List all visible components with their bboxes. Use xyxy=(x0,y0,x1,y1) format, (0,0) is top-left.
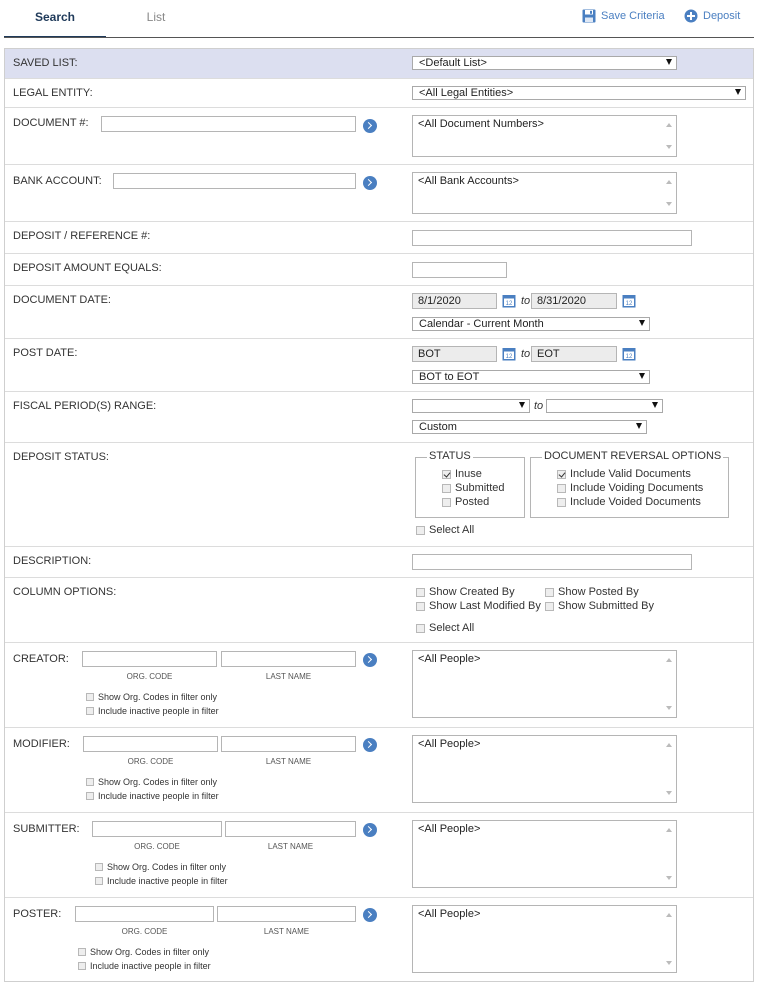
status-submitted-checkbox[interactable] xyxy=(442,482,505,494)
chevron-down-icon xyxy=(652,402,658,408)
chevron-down-icon xyxy=(636,423,642,429)
modifier-org-code-caption: ORG. CODE xyxy=(127,757,174,766)
scroll-down-icon[interactable] xyxy=(666,202,672,206)
poster-org-code-caption: ORG. CODE xyxy=(121,927,168,936)
row-bank-account xyxy=(5,165,753,222)
chevron-down-icon xyxy=(666,59,672,65)
saved-list-label: SAVED LIST: xyxy=(13,57,78,69)
modifier-go-icon[interactable] xyxy=(363,738,377,752)
checkbox-checked-icon[interactable] xyxy=(442,470,451,479)
show-posted-by-checkbox[interactable] xyxy=(545,586,639,598)
poster-last-name-input[interactable] xyxy=(217,906,356,922)
poster-people-list-item[interactable]: <All People> xyxy=(418,908,481,920)
poster-go-icon[interactable] xyxy=(363,908,377,922)
creator-show-org-checkbox[interactable] xyxy=(86,692,217,702)
chevron-down-icon xyxy=(639,373,645,379)
poster-label: POSTER: xyxy=(13,908,62,920)
tab-search[interactable]: Search xyxy=(4,0,106,38)
deposit-reference-input[interactable] xyxy=(412,230,692,246)
row-legal-entity xyxy=(5,79,753,108)
scroll-up-icon[interactable] xyxy=(666,180,672,184)
document-date-from-input[interactable]: 8/1/2020 xyxy=(412,293,497,309)
poster-org-code-input[interactable] xyxy=(75,906,214,922)
creator-go-icon[interactable] xyxy=(363,653,377,667)
scroll-down-icon[interactable] xyxy=(666,145,672,149)
show-submitted-by-checkbox[interactable] xyxy=(545,600,654,612)
show-created-by-label: Show Created By xyxy=(429,586,515,598)
tab-list[interactable]: List xyxy=(146,10,166,24)
row-creator xyxy=(5,643,753,728)
checkbox-icon[interactable] xyxy=(86,707,94,715)
description-input[interactable] xyxy=(412,554,692,570)
status-posted-label: Posted xyxy=(455,496,490,508)
creator-include-inactive-label: Include inactive people in filter xyxy=(98,706,219,716)
scroll-down-icon[interactable] xyxy=(666,876,672,880)
submitter-org-code-input[interactable] xyxy=(92,821,222,837)
status-inuse-checkbox[interactable] xyxy=(442,468,482,480)
checkbox-icon[interactable] xyxy=(442,498,451,507)
include-valid-checkbox[interactable] xyxy=(557,468,691,480)
deposit-label: Deposit xyxy=(703,10,741,22)
scroll-up-icon[interactable] xyxy=(666,828,672,832)
save-icon xyxy=(582,9,596,23)
row-submitter xyxy=(5,813,753,898)
post-date-to-input[interactable]: EOT xyxy=(531,346,617,362)
post-date-to-label: to xyxy=(521,348,531,360)
submitter-show-org-checkbox[interactable] xyxy=(95,862,226,872)
checkbox-icon[interactable] xyxy=(557,498,566,507)
checkbox-icon[interactable] xyxy=(86,778,94,786)
deposit-amount-label: DEPOSIT AMOUNT EQUALS: xyxy=(13,262,162,274)
scroll-up-icon[interactable] xyxy=(666,743,672,747)
submitter-last-name-caption: LAST NAME xyxy=(267,842,314,851)
bank-account-input[interactable] xyxy=(113,173,356,189)
bank-account-list-item[interactable]: <All Bank Accounts> xyxy=(418,175,519,187)
poster-people-list[interactable] xyxy=(412,905,677,973)
document-number-list-item[interactable]: <All Document Numbers> xyxy=(418,118,544,130)
submitter-label: SUBMITTER: xyxy=(13,823,80,835)
creator-include-inactive-checkbox[interactable] xyxy=(86,706,219,716)
legal-entity-label: LEGAL ENTITY: xyxy=(13,87,93,99)
columns-select-all-checkbox[interactable] xyxy=(416,622,474,634)
document-date-to-input[interactable]: 8/31/2020 xyxy=(531,293,617,309)
svg-text:12: 12 xyxy=(505,301,513,307)
checkbox-icon[interactable] xyxy=(86,693,94,701)
columns-select-all-label: Select All xyxy=(429,622,475,634)
scroll-up-icon[interactable] xyxy=(666,123,672,127)
saved-list-value: <Default List> xyxy=(419,57,487,69)
submitter-include-inactive-checkbox[interactable] xyxy=(95,876,228,886)
row-poster xyxy=(5,898,753,982)
scroll-down-icon[interactable] xyxy=(666,706,672,710)
scroll-down-icon[interactable] xyxy=(666,961,672,965)
creator-people-list-item[interactable]: <All People> xyxy=(418,653,481,665)
svg-text:12: 12 xyxy=(625,301,633,307)
checkbox-icon[interactable] xyxy=(416,624,425,633)
header-divider xyxy=(4,37,754,38)
status-submitted-label: Submitted xyxy=(455,482,505,494)
include-voided-checkbox[interactable] xyxy=(557,496,701,508)
poster-include-inactive-checkbox[interactable] xyxy=(78,961,211,971)
deposit-button[interactable] xyxy=(684,9,740,23)
show-created-by-checkbox[interactable] xyxy=(416,586,515,598)
show-posted-by-label: Show Posted By xyxy=(558,586,639,598)
poster-include-inactive-label: Include inactive people in filter xyxy=(90,961,211,971)
scrollbar[interactable] xyxy=(662,821,676,887)
modifier-last-name-caption: LAST NAME xyxy=(265,757,312,766)
bank-account-go-icon[interactable] xyxy=(363,176,377,190)
fiscal-period-label: FISCAL PERIOD(S) RANGE: xyxy=(13,400,157,412)
chevron-down-icon xyxy=(639,320,645,326)
document-date-label: DOCUMENT DATE: xyxy=(13,294,111,306)
checkbox-icon[interactable] xyxy=(95,877,103,885)
scroll-down-icon[interactable] xyxy=(666,791,672,795)
scrollbar[interactable] xyxy=(662,173,676,213)
show-last-modified-by-checkbox[interactable] xyxy=(416,600,541,612)
scrollbar[interactable] xyxy=(662,116,676,156)
row-deposit-status xyxy=(5,443,753,547)
bank-account-label: BANK ACCOUNT: xyxy=(13,175,102,187)
creator-org-code-caption: ORG. CODE xyxy=(126,672,173,681)
row-description xyxy=(5,547,753,578)
save-criteria-button[interactable] xyxy=(582,9,665,23)
scroll-up-icon[interactable] xyxy=(666,658,672,662)
modifier-show-org-checkbox[interactable] xyxy=(86,777,217,787)
legal-entity-select[interactable] xyxy=(412,86,746,100)
modifier-last-name-input[interactable] xyxy=(221,736,356,752)
modifier-show-org-label: Show Org. Codes in filter only xyxy=(98,777,218,787)
modifier-include-inactive-label: Include inactive people in filter xyxy=(98,791,219,801)
post-date-range-select[interactable] xyxy=(412,370,650,384)
include-valid-label: Include Valid Documents xyxy=(570,468,691,480)
row-modifier xyxy=(5,728,753,813)
row-deposit-reference xyxy=(5,222,753,254)
fiscal-to-select[interactable] xyxy=(546,399,663,413)
poster-show-org-label: Show Org. Codes in filter only xyxy=(90,947,210,957)
column-options-label: COLUMN OPTIONS: xyxy=(13,586,117,598)
svg-text:12: 12 xyxy=(625,354,633,360)
creator-last-name-input[interactable] xyxy=(221,651,356,667)
modifier-include-inactive-checkbox[interactable] xyxy=(86,791,219,801)
creator-people-list[interactable] xyxy=(412,650,677,718)
document-date-to-label: to xyxy=(521,295,531,307)
deposit-amount-input[interactable] xyxy=(412,262,507,278)
modifier-people-list[interactable] xyxy=(412,735,677,803)
document-number-list[interactable] xyxy=(412,115,677,157)
description-label: DESCRIPTION: xyxy=(13,555,92,567)
legal-entity-value: <All Legal Entities> xyxy=(419,87,514,99)
submitter-last-name-input[interactable] xyxy=(225,821,356,837)
scroll-up-icon[interactable] xyxy=(666,913,672,917)
status-legend: STATUS xyxy=(429,450,471,462)
status-posted-checkbox[interactable] xyxy=(442,496,489,508)
include-voided-label: Include Voided Documents xyxy=(570,496,701,508)
scrollbar[interactable] xyxy=(662,736,676,802)
creator-last-name-caption: LAST NAME xyxy=(265,672,312,681)
checkbox-icon[interactable] xyxy=(95,863,103,871)
row-deposit-amount xyxy=(5,254,753,286)
submitter-show-org-label: Show Org. Codes in filter only xyxy=(107,862,227,872)
modifier-label: MODIFIER: xyxy=(13,738,70,750)
svg-text:12: 12 xyxy=(505,354,513,360)
include-voiding-label: Include Voiding Documents xyxy=(570,482,704,494)
checkbox-icon[interactable] xyxy=(416,526,425,535)
deposit-reference-label: DEPOSIT / REFERENCE #: xyxy=(13,230,151,242)
row-document-number xyxy=(5,108,753,165)
submitter-go-icon[interactable] xyxy=(363,823,377,837)
checkbox-icon[interactable] xyxy=(545,602,554,611)
chevron-down-icon xyxy=(519,402,525,408)
scrollbar[interactable] xyxy=(662,651,676,717)
status-select-all-label: Select All xyxy=(429,524,475,536)
calendar-icon[interactable] xyxy=(502,347,516,361)
checkbox-icon[interactable] xyxy=(545,588,554,597)
show-submitted-by-label: Show Submitted By xyxy=(558,600,654,612)
search-form xyxy=(4,48,754,982)
checkbox-icon[interactable] xyxy=(86,792,94,800)
chevron-down-icon xyxy=(735,89,741,95)
plus-circle-icon xyxy=(684,9,698,23)
saved-list-select[interactable] xyxy=(412,56,677,70)
post-date-range-value: BOT to EOT xyxy=(419,371,480,383)
checkbox-icon[interactable] xyxy=(416,602,425,611)
creator-label: CREATOR: xyxy=(13,653,69,665)
poster-show-org-checkbox[interactable] xyxy=(78,947,209,957)
checkbox-icon[interactable] xyxy=(78,962,86,970)
creator-show-org-label: Show Org. Codes in filter only xyxy=(98,692,218,702)
include-voiding-checkbox[interactable] xyxy=(557,482,703,494)
calendar-icon[interactable] xyxy=(622,294,636,308)
calendar-icon[interactable] xyxy=(502,294,516,308)
checkbox-icon[interactable] xyxy=(557,484,566,493)
reversal-legend: DOCUMENT REVERSAL OPTIONS xyxy=(544,450,722,462)
document-number-input[interactable] xyxy=(101,116,356,132)
checkbox-icon[interactable] xyxy=(442,484,451,493)
fiscal-from-select[interactable] xyxy=(412,399,530,413)
fiscal-to-label: to xyxy=(534,400,544,412)
document-number-go-icon[interactable] xyxy=(363,119,377,133)
save-criteria-label: Save Criteria xyxy=(601,10,665,22)
document-date-range-value: Calendar - Current Month xyxy=(419,318,544,330)
status-select-all-checkbox[interactable] xyxy=(416,524,474,536)
bank-account-list[interactable] xyxy=(412,172,677,214)
modifier-people-list-item[interactable]: <All People> xyxy=(418,738,481,750)
document-date-range-select[interactable] xyxy=(412,317,650,331)
document-number-label: DOCUMENT #: xyxy=(13,117,89,129)
fiscal-range-value: Custom xyxy=(419,421,457,433)
row-fiscal-period xyxy=(5,392,753,443)
submitter-include-inactive-label: Include inactive people in filter xyxy=(107,876,228,886)
checkbox-icon[interactable] xyxy=(78,948,86,956)
scrollbar[interactable] xyxy=(662,906,676,972)
row-saved-list xyxy=(5,49,753,79)
post-date-from-input[interactable]: BOT xyxy=(412,346,497,362)
submitter-people-list-item[interactable]: <All People> xyxy=(418,823,481,835)
submitter-people-list[interactable] xyxy=(412,820,677,888)
status-inuse-label: Inuse xyxy=(455,468,482,480)
creator-org-code-input[interactable] xyxy=(82,651,217,667)
checkbox-icon[interactable] xyxy=(416,588,425,597)
fiscal-range-select[interactable] xyxy=(412,420,647,434)
deposit-status-label: DEPOSIT STATUS: xyxy=(13,451,109,463)
row-post-date xyxy=(5,339,753,392)
modifier-org-code-input[interactable] xyxy=(83,736,218,752)
post-date-label: POST DATE: xyxy=(13,347,78,359)
calendar-icon[interactable] xyxy=(622,347,636,361)
poster-last-name-caption: LAST NAME xyxy=(263,927,310,936)
checkbox-checked-icon[interactable] xyxy=(557,470,566,479)
row-document-date xyxy=(5,286,753,339)
submitter-org-code-caption: ORG. CODE xyxy=(134,842,180,851)
row-column-options xyxy=(5,578,753,643)
show-last-modified-by-label: Show Last Modified By xyxy=(429,600,541,612)
